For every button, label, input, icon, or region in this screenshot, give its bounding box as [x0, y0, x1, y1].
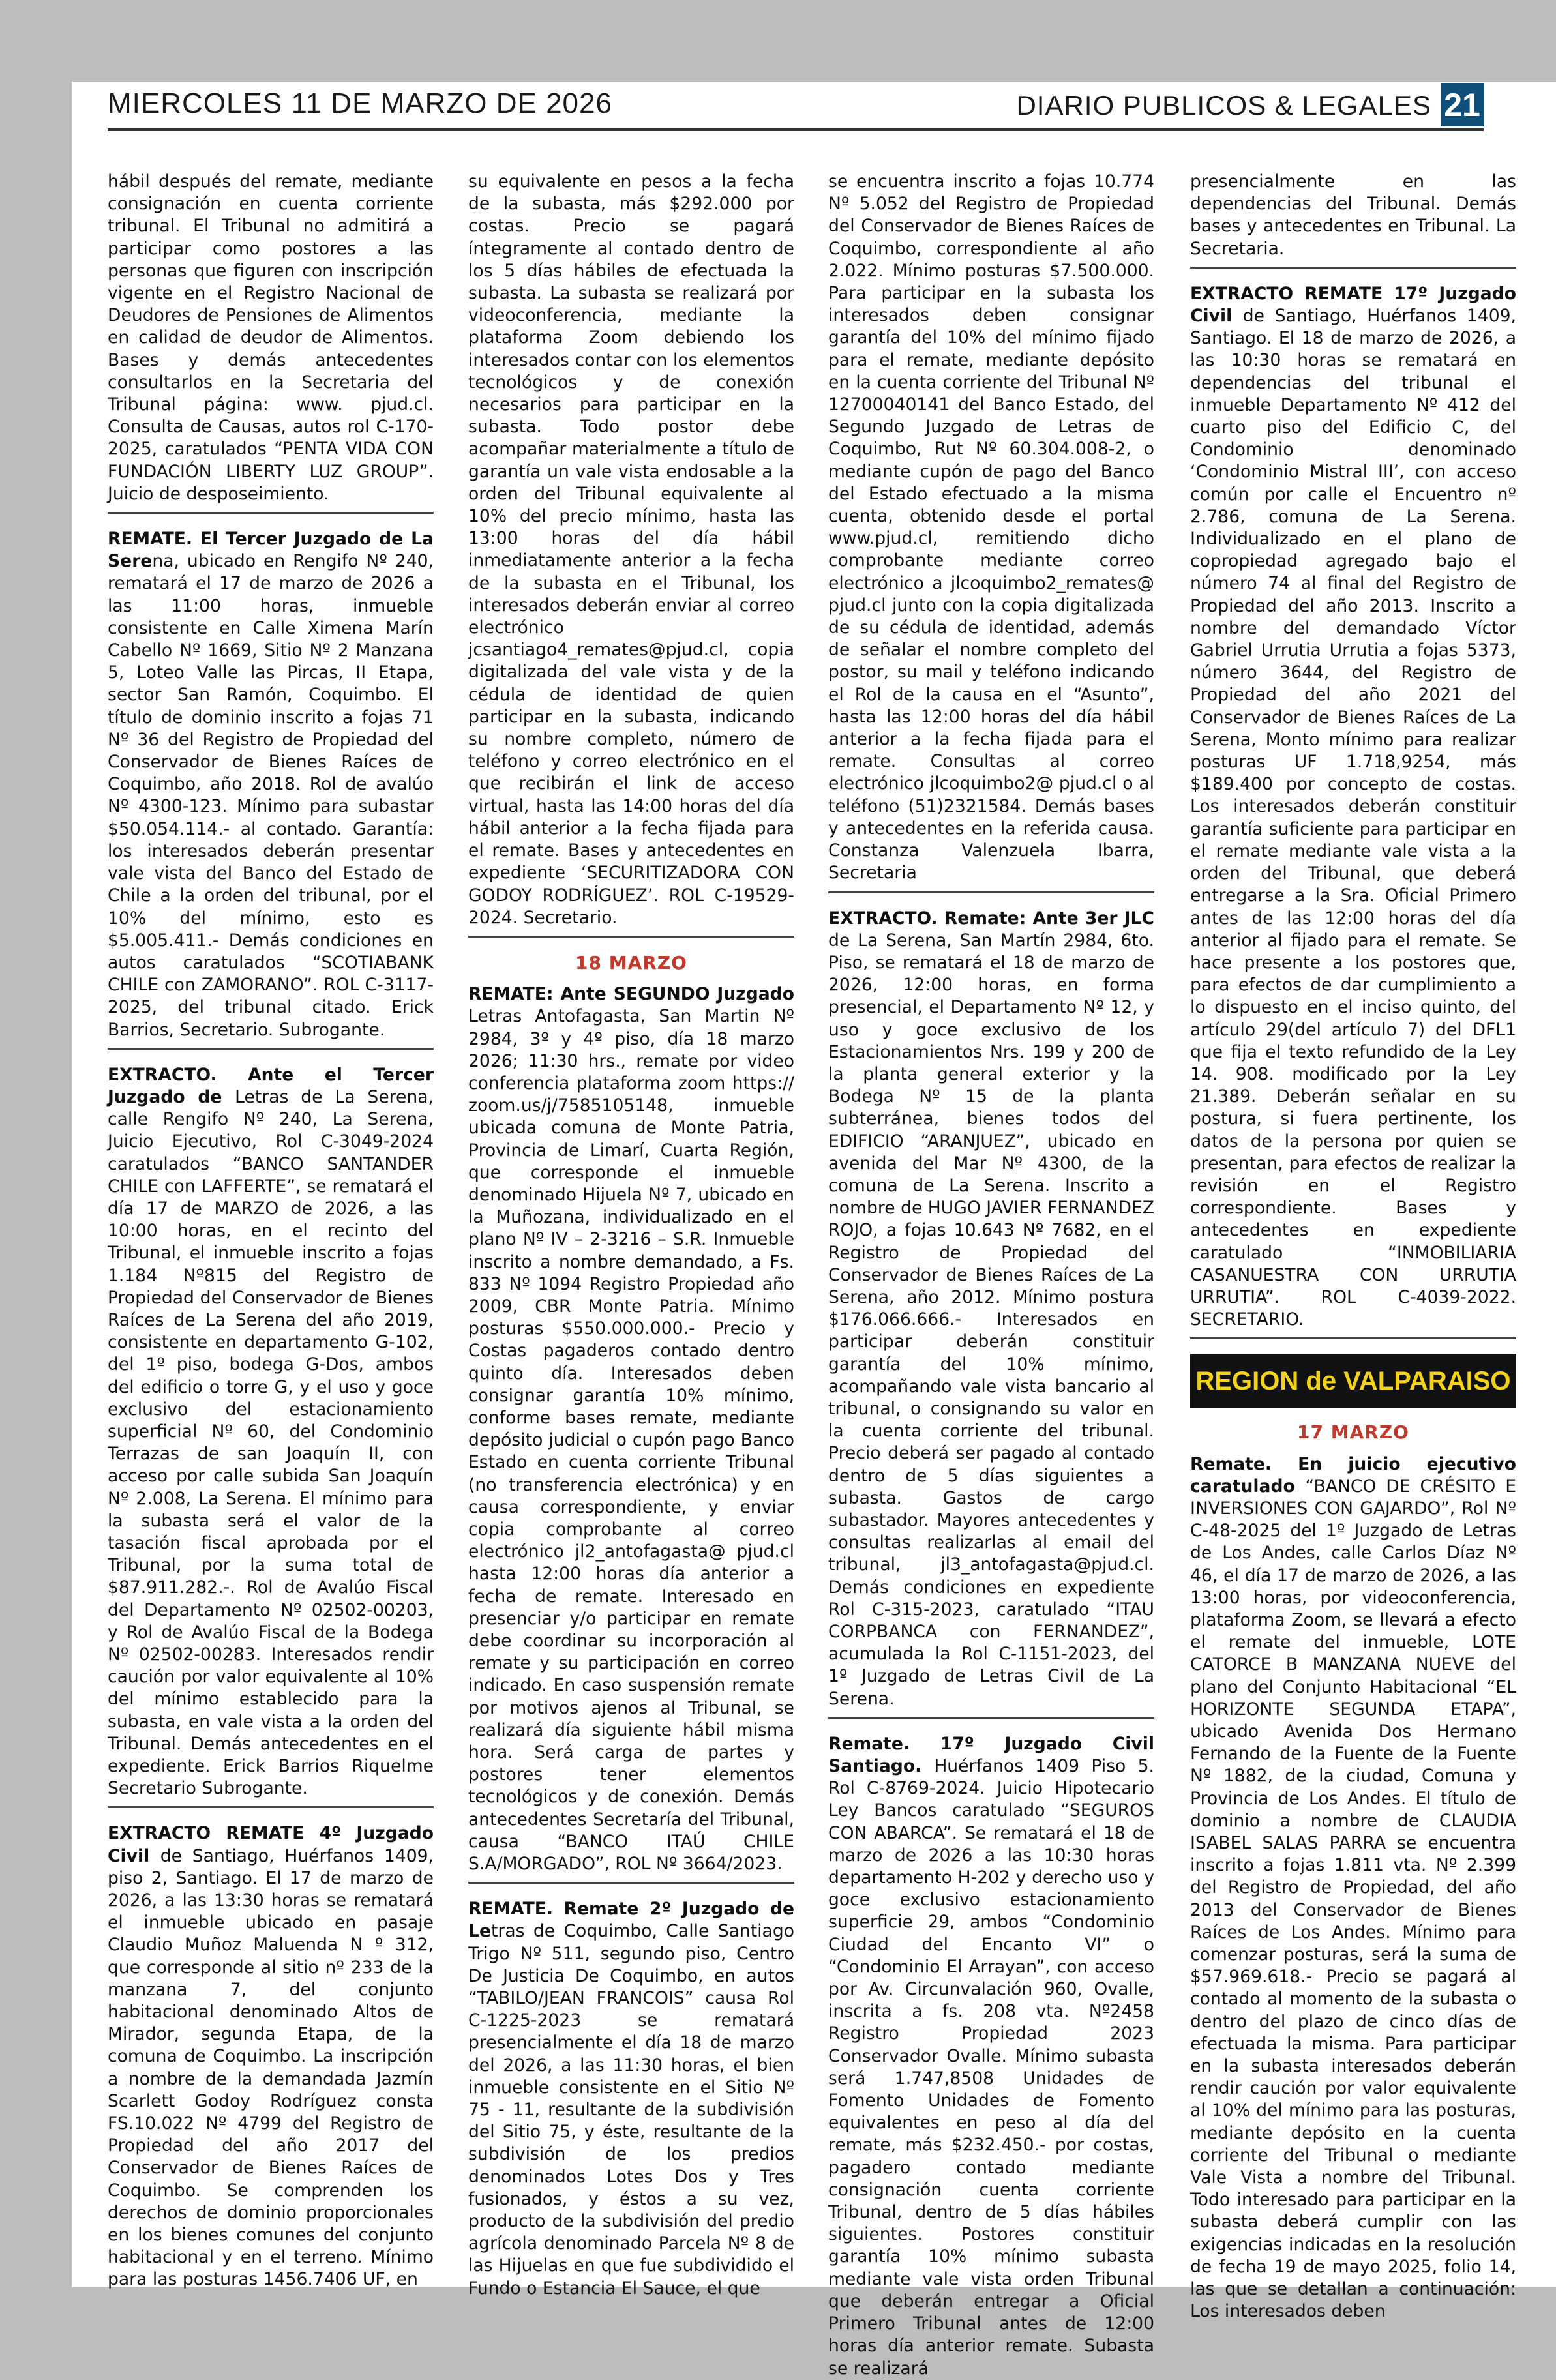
- legal-notice: [108, 528, 434, 1041]
- notice-separator: [108, 1048, 434, 1050]
- notice-lead: EXTRACTO REMATE 17º Juzgado Civil: [1190, 283, 1516, 327]
- legal-notice: [468, 171, 794, 929]
- notice-body: de Santiago, Huérfanos 1409, piso 2, Santiago. El 17 de marzo de 2026, a las 13:30 horas se rematará el inmueble ubicado en pasaje Claudio Muñoz Maluenda N º 312, que corresponde al sitio nº 233 de la manzana 7, del conjunto habitacional denominado Altos de Mirador, segunda Etapa, de la comuna de Coquimbo. La inscripción a nombre de la demandada Jazmín Scarlett Godoy Rodríguez consta FS.10.022 Nº 4799 del Registro de Propiedad del año 2017 del Conservador de Bienes Raíces de Coquimbo. Se comprenden los derechos de dominio proporcionales en los bienes comunes del conjunto habitacional y en el terreno. Mínimo para las posturas 1456.7406 UF, en: [108, 1845, 434, 2290]
- notice-body: Huérfanos 1409 Piso 5. Rol C-8769-2024. Juicio Hipotecario Ley Bancos caratulado “SEGUROS CON ABARCA”. Se rematará el 18 de marzo de 2026 a las 10:30 horas departamento H-202 y derecho uso y goce exclusivo estacionamiento superficie 29, ambos “Condominio Ciudad del Encanto VI” o “Condominio El Arrayan”, con acceso por Av. Circunvalación 960, Ovalle, inscrita a fs. 208 vta. Nº2458 Registro Propiedad 2023 Conservador Ovalle. Mínimo subasta será 1.747,8508 Unidades de Fomento Unidades de Fomento equivalentes en peso al día del remate, más $232.450.- por costas, pagadero contado mediante consignación cuenta corriente Tribunal, dentro de 5 días hábiles siguientes. Postores constituir garantía 10% mínimo subasta mediante vale vista orden Tribunal que deberán entregar a Oficial Primero Tribunal antes de 12:00 horas día anterior remate. Subasta se realizará: [828, 1756, 1154, 2379]
- issue-date: MIERCOLES 11 DE MARZO DE 2026: [108, 87, 612, 119]
- notice-body: “BANCO DE CRÉSITO E INVERSIONES CON GAJARDO”, Rol Nº C-48-2025 del 1º Juzgado de Letras de Los Andes, calle Carlos Díaz Nº 46, el día 17 de marzo de 2026, a las 13:00 horas, por videoconferencia, plataforma Zoom, se llevará a efecto el remate del inmueble, LOTE CATORCE B MANZANA NUEVE del plano del Conjunto Habitacional “EL HORIZONTE SEGUNDA ETAPA”, ubicado Avenida Dos Hermano Fernando de la Fuente de la Fuente Nº 1882, de la ciudad, Comuna y Provincia de Los Andes. El título de dominio a nombre de CLAUDIA ISABEL SALAS PARRA se encuentra inscrito a fojas 1.811 vta. Nº 2.399 del Registro de Propiedad, del año 2013 del Conservador de Bienes Raíces de Los Andes. Mínimo para comenzar posturas, será la suma de $57.969.618.- Precio se pagará al contado al momento de la subasta o dentro del plazo de cinco días de efectuada la misma. Para participar en la subasta interesados deberán rendir caución por valor equivalente al 10% del mínimo para las posturas, mediante depósito en la cuenta corriente del Tribunal o mediante Vale Vista a nombre del Tribunal. Todo interesado para participar en la subasta deberá cumplir con las exigencias indicadas en la resolución de fecha 19 de mayo 2025, folio 14, las que se detallan a continuación: Los interesados deben: [1190, 1476, 1517, 2322]
- legal-notice: [108, 1064, 434, 1800]
- page-header: [108, 83, 1484, 126]
- notice-separator: [1190, 1337, 1516, 1339]
- notice-body: hábil después del remate, mediante consignación en cuenta corriente tribunal. El Tribunal no admitirá a participar como postores a las personas que figuren con inscripción vigente en el Registro Nacional de Deudores de Pensiones de Alimentos en calidad de deudor de Alimentos. Bases y demás antecedentes consultarlos en la Secretaria del Tribunal página: www. pjud.cl. Consulta de Causas, autos rol C-170-2025, caratulados “PENTA VIDA CON FUNDACIÓN LIBERTY LUZ GROUP”. Juicio de desposeimiento.: [108, 171, 434, 504]
- legal-notice: [468, 983, 794, 1875]
- legal-notice: [1190, 283, 1516, 1331]
- notice-body: Letras Antofagasta, San Martin Nº 2984, 3º y 4º piso, día 18 marzo 2026; 11:30 hrs., remate por video conferencia plataforma zoom https:// zoom.us/j/7585105148, inmueble ubicada comuna de Monte Patria, Provincia de Limarí, Cuarta Región, que corresponde el inmueble denominado Hijuela Nº 7, ubicado en la Muñozana, individualizado en el plano Nº IV – 2-3216 – S.R. Inmueble inscrito a nombre demandado, a Fs. 833 Nº 1094 Registro Propiedad año 2009, CBR Monte Patria. Mínimo posturas $550.000.000.- Precio y Costas pagaderos contado dentro quinto día. Interesados deben consignar garantía 10% mínimo, conforme bases remate, mediante depósito judicial o cupón pago Banco Estado en cuenta corriente Tribunal (no transferencia electrónica) y en causa correspondiente, y enviar copia comprobante al correo electrónico jl2_antofagasta@ pjud.cl hasta 12:00 horas día anterior a fecha de remate. Interesado en presenciar y/o participar en remate debe coordinar su incorporación al remate y su participación en correo indicado. En caso suspensión remate por motivos ajenos al Tribunal, se realizará día siguiente hábil misma hora. Será carga de partes y postores tener elementos tecnológicos y de conexión. Demás antecedentes Secretaría del Tribunal, causa “BANCO ITAÚ CHILE S.A/MORGADO”, ROL Nº 3664/2023.: [468, 1006, 794, 1875]
- notice-body: su equivalente en pesos a la fecha de la subasta, más $292.000 por costas. Precio se pagará íntegramente al contado dentro de los 5 días hábiles de efectuada la subasta. La subasta se realizará por videoconferencia, mediante la plataforma Zoom debiendo los interesados contar con los elementos tecnológicos y de conexión necesarios para participar en la subasta. Todo postor debe acompañar materialmente a título de garantía un vale vista endosable a la orden del Tribunal equivalente al 10% del precio mínimo, hasta las 13:00 horas del día hábil inmediatamente anterior a la fecha de la subasta en el Tribunal, los interesados deberán enviar al correo electrónico jcsantiago4_remates@pjud.cl, copia digitalizada del vale vista y de la cédula de identidad de quien participar en la subasta, indicando su nombre completo, número de teléfono y correo electrónico en el que recibirán el link de acceso virtual, hasta las 14:00 horas del día hábil anterior a la fecha fijada para el remate. Bases y antecedentes en expediente ‘SECURITIZADORA CON GODOY RODRÍGUEZ’. ROL C-19529-2024. Secretario.: [468, 171, 794, 928]
- notice-separator: [828, 1717, 1154, 1719]
- notice-body: se encuentra inscrito a fojas 10.774 Nº 5.052 del Registro de Propiedad del Conservador de Bienes Raíces de Coquimbo, correspondiente al año 2.022. Mínimo posturas $7.500.000. Para participar en la subasta los interesados deben consignar garantía del 10% del mínimo fijado para el remate, mediante depósito en la cuenta corriente del Tribunal Nº 12700040141 del Banco Estado, del Segundo Juzgado de Letras de Coquimbo, Rut Nº 60.304.008-2, o mediante cupón de pago del Banco del Estado efectuado a la misma cuenta, obtenido desde el portal www.pjud.cl, remitiendo dicho comprobante mediante correo electrónico a jlcoquimbo2_remates@ pjud.cl junto con la copia digitalizada de su cédula de identidad, además de señalar el nombre completo del postor, su mail y teléfono indicando el Rol de la causa en el “Asunto”, hasta las 12:00 horas del día hábil anterior a la fecha fijada para el remate. Consultas al correo electrónico jlcoquimbo2@ pjud.cl o al teléfono (51)2321584. Demás bases y antecedentes en la referida causa. Constanza Valenzuela Ibarra, Secretaria: [828, 171, 1154, 884]
- legal-notice: [1190, 1453, 1516, 2323]
- notice-separator: [828, 891, 1154, 893]
- notice-lead: EXTRACTO. Ante el Tercer Juzgado de: [108, 1064, 434, 1107]
- notice-separator: [1190, 267, 1516, 269]
- notice-lead: REMATE. Remate 2º Juzgado de Le: [468, 1899, 794, 1942]
- legal-notice: [828, 171, 1154, 885]
- notice-body: de La Serena, San Martín 2984, 6to. Piso, se rematará el 18 de marzo de 2026, 12:00 horas, en forma presencial, el Departamento Nº 12, y uso y goce exclusivo de los Estacionamientos Nrs. 199 y 200 de la planta general exterior y la Bodega Nº 15 de la planta subterránea, bienes todos del EDIFICIO “ARANJUEZ”, ubicado en avenida del Mar Nº 4300, de la comuna de La Serena. Inscrito a nombre de HUGO JAVIER FERNANDEZ ROJO, a fojas 10.643 Nº 7682, en el Registro de Propiedad del Conservador de Bienes Raíces de La Serena, año 2012. Mínimo postura $176.066.666.- Interesados en participar deberán constituir garantía del 10% mínimo, acompañando vale vista bancario al tribunal, o consignando su valor en la cuenta corriente del tribunal. Precio deberá ser pagado al contado dentro de 5 días siguientes a subasta. Gastos de cargo subastador. Mayores antecedentes y consultas realizarlas al email del tribunal, jl3_antofagasta@pjud.cl. Demás condiciones en expediente Rol C-315-2023, caratulado “ITAU CORPBANCA con FERNANDEZ”, acumulada la Rol C-1151-2023, del 1º Juzgado de Letras Civil de La Serena.: [828, 930, 1154, 1709]
- legal-notice: [108, 1822, 434, 2291]
- legal-notice: [828, 1733, 1154, 2380]
- notice-body: na, ubicado en Rengifo Nº 240, rematará el 17 de marzo de 2026 a las 11:00 horas, inmueble consistente en Calle Ximena Marín Cabello Nº 1669, Sitio Nº 2 Manzana 5, Loteo Valle las Pircas, II Etapa, sector San Ramón, Coquimbo. El título de dominio inscrito a fojas 71 Nº 36 del Registro de Propiedad del Conservador de Bienes Raíces de Coquimbo, año 2018. Rol de avalúo Nº 4300-123. Mínimo para subastar $50.054.114.- al contado. Garantía: los interesados deberán presentar vale vista del Banco del Estado de Chile a la orden del tribunal, por el 10% del mínimo, esto es $5.005.411.- Demás condiciones en autos caratulados “SCOTIABANK CHILE con ZAMORANO”. ROL C-3117-2025, del tribunal citado. Erick Barrios, Secretario. Subrogante.: [108, 551, 434, 1040]
- notice-body: tras de Coquimbo, Calle Santiago Trigo Nº 511, segundo piso, Centro De Justicia De Coquimbo, en autos “TABILO/JEAN FRANCOIS” causa Rol C-1225-2023 se rematará presencialmente el día 18 de marzo del 2026, a las 11:30 horas, el bien inmueble consistente en el Sitio Nº 75 - 11, resultante de la subdivisión del Sitio 75, y éste, resultante de la subdivisión de los predios denominados Lotes Dos y Tres fusionados, y éstos a su vez, producto de la subdivisión del predio agrícola denominado Parcela Nº 8 de las Hijuelas en que fue subdividido el Fundo o Estancia El Sauce, el que: [468, 1921, 794, 2298]
- publication-title: DIARIO PUBLICOS & LEGALES: [1016, 90, 1431, 121]
- notice-separator: [468, 1882, 794, 1884]
- notice-separator: [108, 1806, 434, 1808]
- legal-notice: [828, 908, 1154, 1710]
- notice-lead: EXTRACTO REMATE 4º Juzgado Civil: [108, 1823, 434, 1866]
- date-heading: 17 MARZO: [1297, 1421, 1409, 1444]
- notice-lead: Remate. 17º Juzgado Civil Santiago.: [828, 1733, 1154, 1777]
- legal-notice: [108, 171, 434, 505]
- legal-notice: [1190, 171, 1516, 260]
- notice-lead: REMATE: Ante SEGUNDO Juzgado: [468, 984, 794, 1005]
- notice-separator: [468, 936, 794, 938]
- column-4: [1190, 171, 1517, 2322]
- notice-body: Letras de La Serena, calle Rengifo Nº 240, La Serena, Juicio Ejecutivo, Rol C-3049-2024 caratulados “BANCO SANTANDER CHILE con LAFFERTE”, se rematará el día 17 de MARZO de 2026, a las 10:00 horas, en el recinto del Tribunal, el inmueble inscrito a fojas 1.184 Nº815 del Registro de Propiedad del Conservador de Bienes Raíces de La Serena del año 2019, consistente en departamento G-102, del 1º piso, bodega G-Dos, ambos del edificio o torre G, y el uso y goce exclusivo del estacionamiento superficial Nº 60, del Condominio Terrazas de san Joaquín II, con acceso por calle subida San Joaquín Nº 2.008, La Serena. El mínimo para la subasta será el valor de la tasación fiscal aprobada por el Tribunal, por la suma total de $87.911.282.-. Rol de Avalúo Fiscal del Departamento Nº 02502-00203, y Rol de Avalúo Fiscal de la Bodega Nº 02502-00283. Interesados rendir caución por valor equivalente al 10% del mínimo establecido para la subasta, en vale vista a la orden del Tribunal. Demás antecedentes en el expediente. Erick Barrios Riquelme Secretario Subrogante.: [108, 1086, 434, 1799]
- column-3: [828, 171, 1154, 2379]
- notice-lead: REMATE. El Tercer Juzgado de La Sere: [108, 529, 434, 572]
- column-1: [108, 171, 434, 2290]
- notice-body: de Santiago, Huérfanos 1409, Santiago. El 18 de marzo de 2026, a las 10:30 horas se rematará en dependencias del tribunal el inmueble Departamento Nº 412 del cuarto piso del Edificio C, del Condominio denominado ‘Condominio Mistral III’, con acceso común por calle el Encuentro nº 2.786, comuna de La Serena. Individualizado en el plano de copropiedad agregado bajo el número 74 al final del Registro de Propiedad del año 2013. Inscrito a nombre del demandado Víctor Gabriel Urrutia Urrutia a fojas 5373, número 3644, del Registro de Propiedad del año 2021 del Conservador de Bienes Raíces de La Serena, Monto mínimo para realizar posturas UF 1.718,9254, más $189.400 por concepto de costas. Los interesados deberán constituir garantía suficiente para participar en el remate mediante vale vista a la orden del Tribunal, que deberá entregarse a la Sra. Oficial Primero antes de las 12:00 horas del día anterior al fijado para el remate. Se hace presente a los postores que, para efectos de dar cumplimiento a lo dispuesto en el inciso quinto, del artículo 29(del artículo 7) del DFL1 que fija el texto refundido de la Ley 14. 908. modificado por la Ley 21.389. Deberán señalar en su postura, si fuera pertinente, los datos de la persona por quien se presentan, para efectos de realizar la revisión en el Registro correspondiente. Bases y antecedentes en expediente caratulado “INMOBILIARIA CASANUESTRA CON URRUTIA URRUTIA”. ROL C-4039-2022. SECRETARIO.: [1190, 306, 1516, 1330]
- notice-lead: Remate. En juicio ejecutivo caratulado: [1190, 1453, 1516, 1496]
- notice-lead: EXTRACTO. Remate: Ante 3er JLC: [828, 908, 1154, 929]
- notice-body: presencialmente en las dependencias del Tribunal. Demás bases y antecedentes en Tribunal. La Secretaria.: [1190, 171, 1516, 259]
- header-rule: [108, 128, 1484, 131]
- page-number-badge: 21: [1441, 83, 1484, 126]
- notice-separator: [108, 512, 434, 514]
- legal-notice: [468, 1898, 794, 2300]
- region-banner: REGION de VALPARAISO: [1190, 1354, 1516, 1408]
- date-heading: 18 MARZO: [575, 951, 687, 974]
- column-2: [468, 171, 794, 2298]
